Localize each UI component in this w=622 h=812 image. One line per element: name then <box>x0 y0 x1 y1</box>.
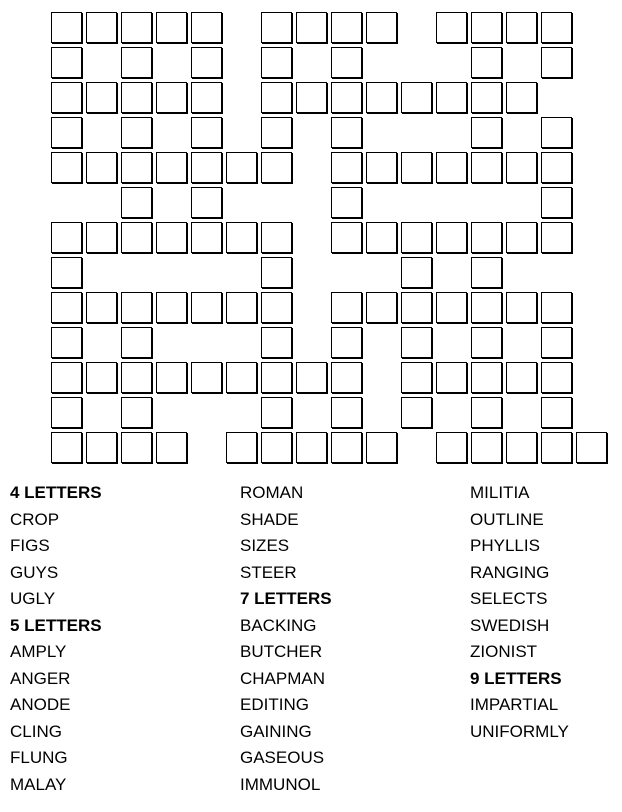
grid-cell[interactable] <box>436 222 467 253</box>
grid-cell[interactable] <box>226 362 257 393</box>
length-header: 4 LETTERS <box>10 483 102 502</box>
grid-cell[interactable] <box>506 292 537 323</box>
grid-cell[interactable] <box>471 327 502 358</box>
grid-cell[interactable] <box>121 362 152 393</box>
grid-cell[interactable] <box>471 432 502 463</box>
word-entry: FLUNG <box>10 748 68 767</box>
grid-cell[interactable] <box>401 292 432 323</box>
word-entry: ANODE <box>10 695 71 714</box>
grid-cell[interactable] <box>541 397 572 428</box>
grid-cell[interactable] <box>331 187 362 218</box>
grid-cell[interactable] <box>156 432 187 463</box>
word-entry: MILITIA <box>470 483 530 502</box>
grid-cell[interactable] <box>296 432 327 463</box>
grid-cell[interactable] <box>121 187 152 218</box>
word-entry: UNIFORMLY <box>470 721 569 741</box>
grid-cell[interactable] <box>576 432 607 463</box>
word-list-column <box>10 480 102 798</box>
grid-cell[interactable] <box>331 362 362 393</box>
grid-cell[interactable] <box>296 12 327 43</box>
grid-cell[interactable] <box>401 327 432 358</box>
grid-cell[interactable] <box>471 117 502 148</box>
word-entry: SIZES <box>240 536 290 555</box>
word-entry: PHYLLIS <box>470 536 540 555</box>
grid-cell[interactable] <box>541 187 572 218</box>
grid-cell[interactable] <box>51 117 82 148</box>
grid-cell[interactable] <box>51 362 82 393</box>
word-entry: GUYS <box>10 562 59 582</box>
word-entry: OUTLINE <box>470 509 544 529</box>
grid-cell[interactable] <box>121 152 152 183</box>
grid-cell[interactable] <box>51 82 82 113</box>
grid-cell[interactable] <box>226 222 257 253</box>
word-list-column <box>240 480 332 798</box>
grid-cell[interactable] <box>331 47 362 78</box>
grid-cell[interactable] <box>471 362 502 393</box>
grid-cell[interactable] <box>156 292 187 323</box>
grid-cell[interactable] <box>261 12 292 43</box>
word-entry: MALAY <box>10 774 67 794</box>
grid-cell[interactable] <box>51 397 82 428</box>
grid-cell[interactable] <box>121 327 152 358</box>
grid-cell[interactable] <box>121 12 152 43</box>
grid-cell[interactable] <box>541 117 572 148</box>
grid-cell[interactable] <box>471 222 502 253</box>
grid-cell[interactable] <box>541 47 572 78</box>
grid-cell[interactable] <box>506 12 537 43</box>
grid-cell[interactable] <box>261 47 292 78</box>
grid-cell[interactable] <box>121 292 152 323</box>
grid-cell[interactable] <box>191 82 222 113</box>
word-entry: AMPLY <box>10 642 67 661</box>
grid-cell[interactable] <box>121 82 152 113</box>
grid-cell[interactable] <box>471 257 502 288</box>
grid-cell[interactable] <box>401 82 432 113</box>
grid-cell[interactable] <box>331 152 362 183</box>
grid-cell[interactable] <box>51 327 82 358</box>
word-entry: FIGS <box>10 536 50 555</box>
grid-cell[interactable] <box>51 257 82 288</box>
grid-cell[interactable] <box>191 152 222 183</box>
word-entry: BACKING <box>240 615 317 635</box>
grid-cell[interactable] <box>156 152 187 183</box>
grid-cell[interactable] <box>121 47 152 78</box>
grid-cell[interactable] <box>86 152 117 183</box>
word-list <box>0 480 622 810</box>
grid-cell[interactable] <box>541 12 572 43</box>
grid-cell[interactable] <box>261 292 292 323</box>
grid-cell[interactable] <box>331 292 362 323</box>
grid-cell[interactable] <box>86 82 117 113</box>
word-entry: CROP <box>10 509 60 529</box>
word-entry: SWEDISH <box>470 615 550 635</box>
grid-cell[interactable] <box>51 222 82 253</box>
grid-cell[interactable] <box>51 152 82 183</box>
grid-cell[interactable] <box>261 327 292 358</box>
word-entry: ANGER <box>10 668 71 688</box>
grid-cell[interactable] <box>86 222 117 253</box>
grid-cell[interactable] <box>471 152 502 183</box>
word-entry: SHADE <box>240 509 299 529</box>
grid-cell[interactable] <box>156 362 187 393</box>
grid-cell[interactable] <box>121 397 152 428</box>
grid-cell[interactable] <box>121 432 152 463</box>
grid-cell[interactable] <box>471 12 502 43</box>
grid-cell[interactable] <box>156 222 187 253</box>
grid-cell[interactable] <box>191 12 222 43</box>
grid-cell[interactable] <box>541 292 572 323</box>
grid-cell[interactable] <box>331 12 362 43</box>
word-entry: RANGING <box>470 562 550 582</box>
word-entry: GAINING <box>240 721 312 741</box>
grid-cell[interactable] <box>471 397 502 428</box>
grid-cell[interactable] <box>471 82 502 113</box>
grid-cell[interactable] <box>261 117 292 148</box>
word-entry: IMPARTIAL <box>470 695 559 714</box>
grid-cell[interactable] <box>261 82 292 113</box>
grid-cell[interactable] <box>506 362 537 393</box>
grid-cell[interactable] <box>541 362 572 393</box>
grid-cell[interactable] <box>506 432 537 463</box>
grid-cell[interactable] <box>331 117 362 148</box>
grid-cell[interactable] <box>261 152 292 183</box>
word-entry: GASEOUS <box>240 748 325 767</box>
grid-cell[interactable] <box>156 82 187 113</box>
word-entry: SELECTS <box>470 589 548 608</box>
word-list-column <box>470 480 569 745</box>
grid-cell[interactable] <box>506 222 537 253</box>
grid-cell[interactable] <box>51 292 82 323</box>
word-entry: CLING <box>10 721 62 741</box>
grid-cell[interactable] <box>471 47 502 78</box>
grid-cell[interactable] <box>296 82 327 113</box>
grid-cell[interactable] <box>331 397 362 428</box>
grid-cell[interactable] <box>226 152 257 183</box>
grid-cell[interactable] <box>191 292 222 323</box>
grid-cell[interactable] <box>541 432 572 463</box>
grid-cell[interactable] <box>331 327 362 358</box>
grid-cell[interactable] <box>401 152 432 183</box>
grid-cell[interactable] <box>401 257 432 288</box>
word-entry: CHAPMAN <box>240 668 326 688</box>
grid-cell[interactable] <box>156 12 187 43</box>
grid-cell[interactable] <box>331 82 362 113</box>
grid-cell[interactable] <box>436 82 467 113</box>
word-entry: ZIONIST <box>470 642 538 661</box>
grid-cell[interactable] <box>51 47 82 78</box>
word-entry: EDITING <box>240 695 309 714</box>
grid-cell[interactable] <box>226 432 257 463</box>
grid-cell[interactable] <box>366 152 397 183</box>
word-entry: STEER <box>240 562 297 582</box>
grid-cell[interactable] <box>436 432 467 463</box>
word-entry: ROMAN <box>240 483 304 502</box>
length-header: 9 LETTERS <box>470 668 562 688</box>
grid-cell[interactable] <box>541 222 572 253</box>
length-header: 7 LETTERS <box>240 589 332 608</box>
length-header: 5 LETTERS <box>10 615 102 635</box>
grid-cell[interactable] <box>261 257 292 288</box>
grid-cell[interactable] <box>366 432 397 463</box>
grid-cell[interactable] <box>436 292 467 323</box>
grid-cell[interactable] <box>191 187 222 218</box>
grid-cell[interactable] <box>226 292 257 323</box>
grid-cell[interactable] <box>191 222 222 253</box>
grid-cell[interactable] <box>401 362 432 393</box>
grid-cell[interactable] <box>366 82 397 113</box>
grid-cell[interactable] <box>471 292 502 323</box>
grid-cell[interactable] <box>261 222 292 253</box>
grid-cell[interactable] <box>401 397 432 428</box>
grid-cell[interactable] <box>401 222 432 253</box>
grid-cell[interactable] <box>261 362 292 393</box>
grid-cell[interactable] <box>436 12 467 43</box>
grid-cell[interactable] <box>261 397 292 428</box>
grid-cell[interactable] <box>86 432 117 463</box>
grid-cell[interactable] <box>86 362 117 393</box>
grid-cell[interactable] <box>191 47 222 78</box>
grid-cell[interactable] <box>366 292 397 323</box>
grid-cell[interactable] <box>261 432 292 463</box>
grid-cell[interactable] <box>86 12 117 43</box>
grid-cell[interactable] <box>436 152 467 183</box>
grid-cell[interactable] <box>51 12 82 43</box>
grid-cell[interactable] <box>541 152 572 183</box>
grid-cell[interactable] <box>331 222 362 253</box>
grid-cell[interactable] <box>86 292 117 323</box>
grid-cell[interactable] <box>51 432 82 463</box>
grid-cell[interactable] <box>296 362 327 393</box>
grid-cell[interactable] <box>331 432 362 463</box>
grid-cell[interactable] <box>191 117 222 148</box>
word-entry: UGLY <box>10 589 56 608</box>
grid-cell[interactable] <box>191 362 222 393</box>
grid-cell[interactable] <box>121 222 152 253</box>
word-entry: IMMUNOL <box>240 774 321 794</box>
grid-cell[interactable] <box>366 222 397 253</box>
grid-cell[interactable] <box>506 152 537 183</box>
grid-cell[interactable] <box>121 117 152 148</box>
grid-cell[interactable] <box>436 362 467 393</box>
grid-cell[interactable] <box>366 12 397 43</box>
grid-cell[interactable] <box>541 327 572 358</box>
grid-cell[interactable] <box>506 82 537 113</box>
word-entry: BUTCHER <box>240 642 323 661</box>
